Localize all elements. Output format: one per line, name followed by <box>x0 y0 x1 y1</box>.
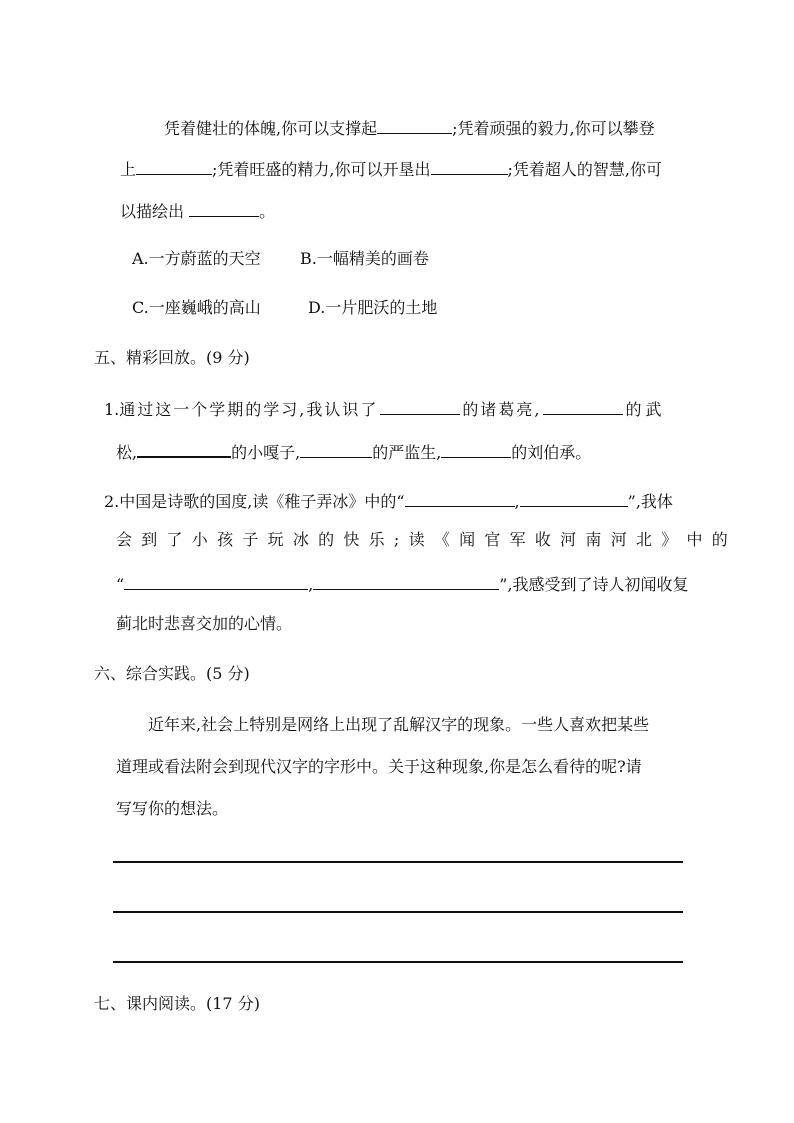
spaced-char: 军 <box>509 530 526 549</box>
spaced-char: 子 <box>242 530 259 549</box>
spaced-char: 的 <box>318 530 335 549</box>
answer-blank[interactable] <box>313 573 499 590</box>
answer-blank[interactable] <box>543 398 623 415</box>
spaced-char: 河 <box>610 530 627 549</box>
q4-paragraph-line-2 <box>120 158 662 180</box>
spaced-char: 了 <box>166 530 183 549</box>
spaced-char: 快 <box>343 530 360 549</box>
spaced-char: 南 <box>585 530 602 549</box>
spaced-char: 乐 <box>368 530 385 549</box>
answer-blank[interactable] <box>124 573 308 590</box>
spaced-char: 闻 <box>459 530 476 549</box>
s6-paragraph-line-1: 近年来,社会上特别是网络上出现了乱解汉字的现象。一些人喜欢把某些 <box>148 715 650 734</box>
spaced-char: 官 <box>484 530 501 549</box>
answer-blank[interactable] <box>300 441 372 458</box>
spaced-char: 冰 <box>292 530 309 549</box>
s6-paragraph-line-3: 写写你的想法。 <box>116 799 229 818</box>
answer-blank[interactable] <box>137 440 231 458</box>
spaced-char: 收 <box>534 530 551 549</box>
q4-text: ;凭着超人的智慧,你可 <box>507 160 662 179</box>
q4-text: 。 <box>259 202 276 221</box>
question-number: 2. <box>104 492 120 511</box>
q4-option-b: B.一幅精美的画卷 <box>300 249 429 268</box>
spaced-char: ; <box>393 530 400 549</box>
s5-q2-line-1: 2.中国是诗歌的国度,读《稚子弄冰》中的“ , ”,我体 <box>104 492 673 511</box>
answer-blank[interactable] <box>189 200 259 217</box>
answer-blank[interactable] <box>380 398 460 415</box>
spaced-char: 到 <box>141 530 158 549</box>
answer-blank[interactable] <box>431 158 508 175</box>
q4-option-c: C.一座巍峨的高山 <box>132 298 261 317</box>
spaced-char: 玩 <box>267 530 284 549</box>
spaced-char: 读 <box>408 530 425 549</box>
s5-q2-line-3: “ , ”,我感受到了诗人初闻收复 <box>116 575 689 594</box>
q4-option-d: D.一片肥沃的土地 <box>308 298 438 317</box>
answer-blank[interactable] <box>405 490 515 507</box>
spaced-char: 《 <box>433 530 450 549</box>
spaced-char: 河 <box>560 530 577 549</box>
question-number: 1. <box>104 400 120 419</box>
q4-text: 凭着健壮的体魄,你可以支撑起 <box>164 119 378 138</box>
spaced-char: 》 <box>661 530 678 549</box>
section-5-heading: 五、精彩回放。(9 分) <box>94 348 250 367</box>
s6-paragraph-line-2: 道理或看法附会到现代汉字的字形中。关于这种现象,你是怎么看待的呢?请 <box>116 757 642 776</box>
q4-text: ;凭着顽强的毅力,你可以攀登 <box>452 119 655 138</box>
spaced-char: 中 <box>686 530 703 549</box>
answer-blank[interactable] <box>441 441 511 458</box>
q4-paragraph-line-1 <box>164 117 655 139</box>
s5-q1-line-2: 松, 的小嘎子, 的严监生, 的刘伯承。 <box>116 440 591 463</box>
q4-text: 以描绘出 <box>120 202 190 221</box>
q4-paragraph-line-3 <box>120 200 275 222</box>
q4-option-a: A.一方蔚蓝的天空 <box>132 249 261 268</box>
answer-blank[interactable] <box>377 117 452 134</box>
s5-q2-line-2 <box>116 530 728 550</box>
answer-blank[interactable] <box>520 490 628 507</box>
spaced-char: 孩 <box>217 530 234 549</box>
section-7-heading: 七、课内阅读。(17 分) <box>94 994 260 1013</box>
spaced-char: 北 <box>635 530 652 549</box>
spaced-char: 的 <box>711 530 728 549</box>
q4-text: ;凭着旺盛的精力,你可以开垦出 <box>212 160 431 179</box>
s5-q1-line-1: 1.通过这一个学期的学习,我认识了 的诸葛亮, 的武 <box>104 400 666 419</box>
answer-blank[interactable] <box>136 158 212 175</box>
s5-q2-line-4: 蓟北时悲喜交加的心情。 <box>116 614 293 633</box>
q4-text: 上 <box>120 160 137 179</box>
section-6-heading: 六、综合实践。(5 分) <box>94 664 250 683</box>
spaced-char: 会 <box>116 530 133 549</box>
spaced-char: 小 <box>191 530 208 549</box>
